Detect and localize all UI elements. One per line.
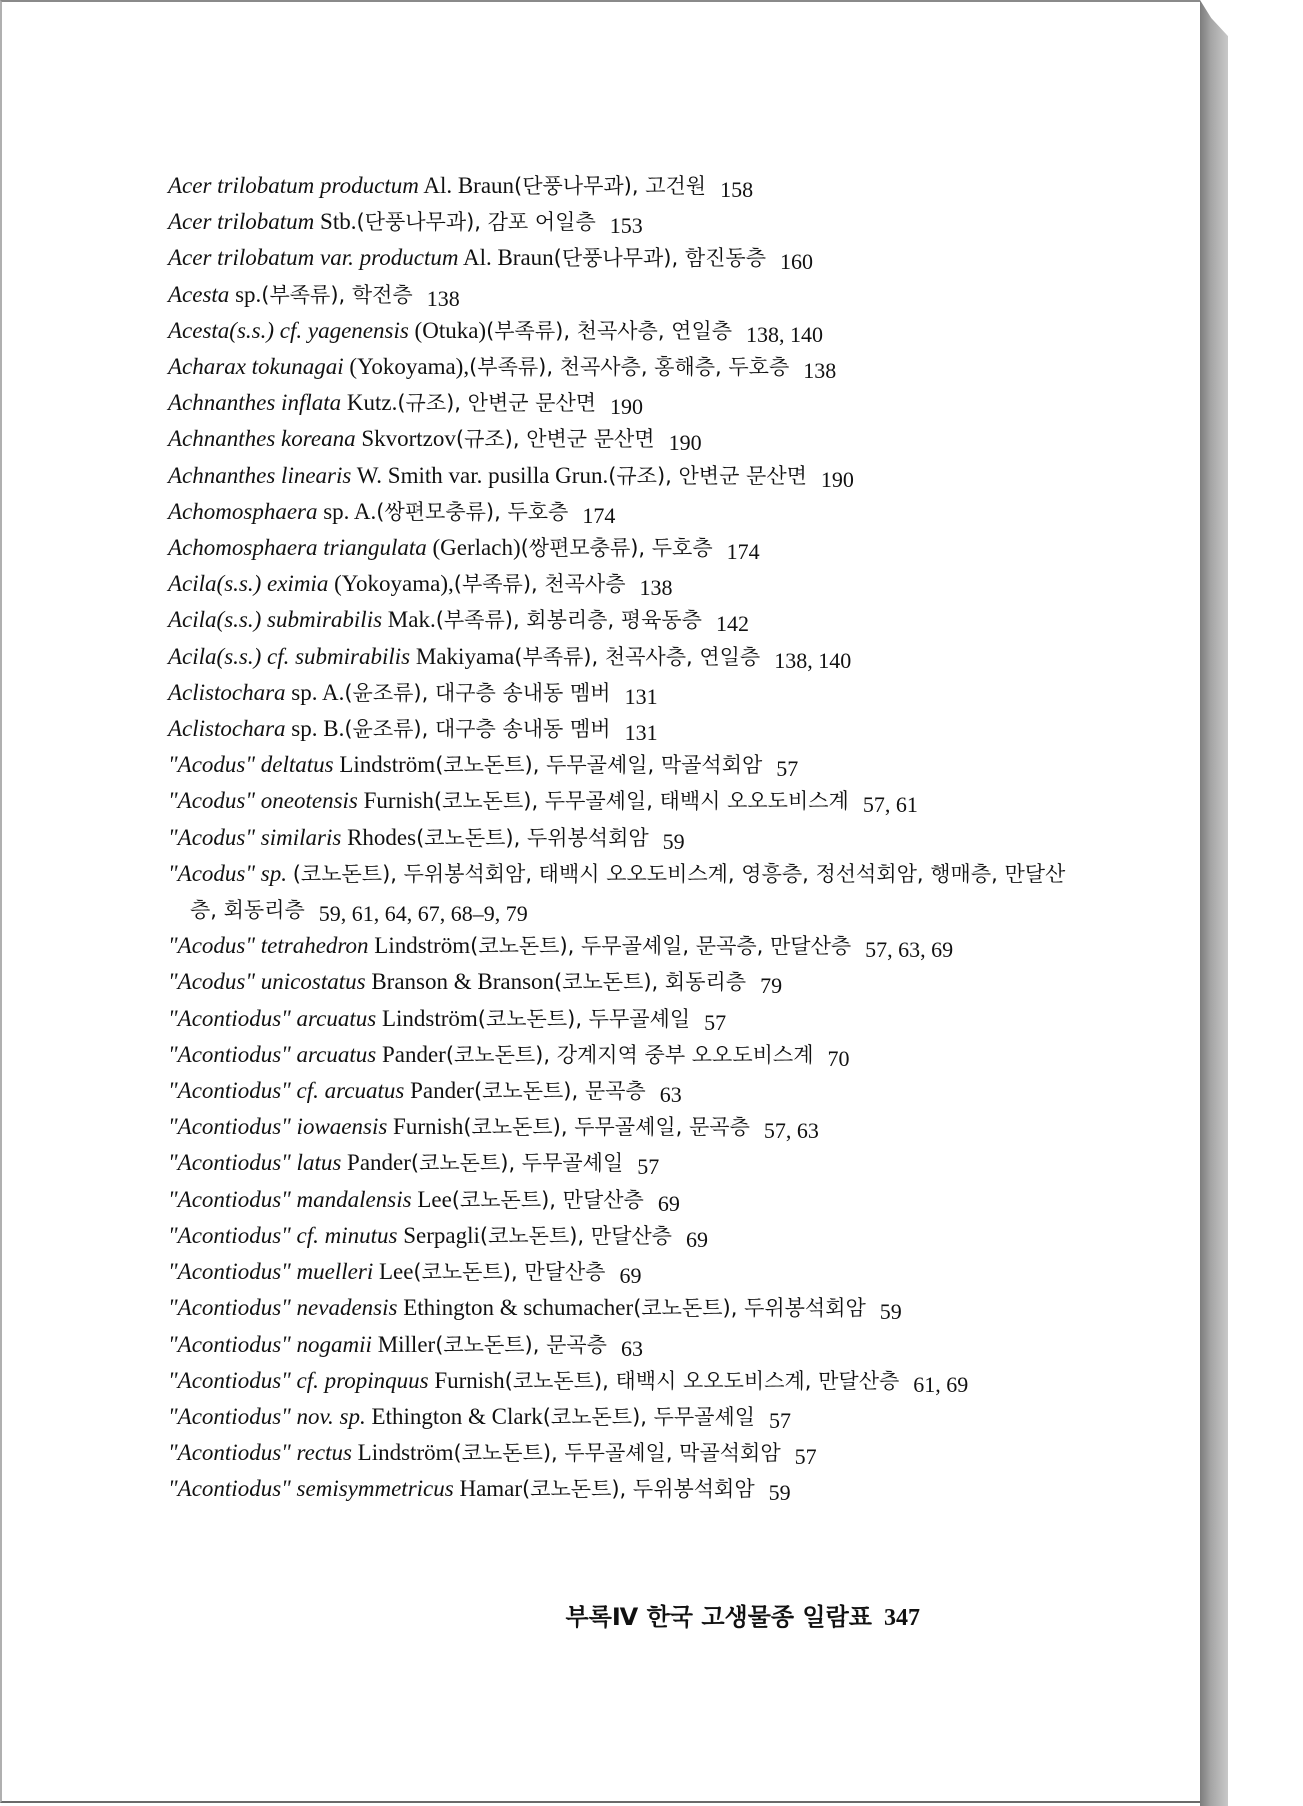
locality-text: (코노돈트), 강계지역 중부 오오도비스계 [445,1042,814,1067]
locality-text: (코노돈트), 두위봉석회암, 태백시 오오도비스계, 영흥층, 정선석회암, 행매층, 만달산층, 회동리층 [190,861,1066,923]
species-name: "Acodus" oneotensis [168,788,358,814]
locality-text: (부족류), 천곡사층, 홍해층, 두호층 [469,355,790,380]
page-number: 347 [884,1605,920,1631]
species-author: Lindström [357,1440,454,1466]
page-refs: 158 [720,177,754,202]
page-refs: 59 [662,828,685,854]
locality-text: (쌍편모충류), 두호층 [520,536,713,561]
page-refs: 153 [609,213,643,239]
species-name: Aclistochara [168,679,286,705]
locality-text: (코노돈트), 두무골셰일 [477,1006,691,1031]
species-name: "Acodus" unicostatus [168,969,366,995]
page-refs: 57 [704,1009,727,1035]
locality-text: (코노돈트), 만달산층 [451,1187,644,1212]
index-entry [168,1399,1068,1435]
page-refs: 61, 69 [913,1371,969,1397]
species-name: "Acontiodus" iowaensis [168,1114,388,1140]
species-author: Ethington & schumacher [403,1295,634,1321]
locality-text: (윤조류), 대구층 송내동 멤버 [344,717,611,742]
index-entry [168,385,1068,421]
species-name: Acila(s.s.) eximia [168,571,329,597]
species-name: "Acontiodus" arcuatus [168,1041,377,1067]
page-refs: 131 [624,720,658,746]
species-author: Branson & Branson [371,969,555,995]
page-refs: 59 [768,1480,791,1506]
species-name: Acila(s.s.) submirabilis [168,607,383,633]
species-author: Serpagli [403,1222,480,1248]
locality-text: (코노돈트), 두무골셰일, 막골석회암 [435,753,763,778]
page-refs: 190 [820,466,854,492]
page-refs: 69 [685,1226,708,1252]
locality-text: (코노돈트), 두무골셰일, 문곡층, 만달산층 [470,934,852,959]
species-name: Achomosphaera triangulata [168,535,427,561]
index-list [168,168,1068,1508]
locality-text: (쌍편모충류), 두호층 [376,499,569,524]
species-author: (Yokoyama), [334,571,454,597]
index-entry [168,1218,1068,1254]
species-name: "Acodus" tetrahedron [168,933,369,959]
index-entry [168,1037,1068,1073]
index-entry [168,1073,1068,1109]
page-refs: 57 [637,1154,660,1180]
index-entry [168,1290,1068,1326]
index-entry [168,783,1068,819]
species-name: Aclistochara [168,716,286,742]
species-name: "Acontiodus" latus [168,1150,342,1176]
species-author: Al. Braun [462,245,554,271]
locality-text: (코노돈트), 만달산층 [479,1223,672,1248]
species-author: Stb. [320,209,357,235]
index-entry [168,1435,1068,1471]
species-name: "Acontiodus" arcuatus [168,1005,377,1031]
species-author: Pander [410,1078,474,1104]
locality-text: (윤조류), 대구층 송내동 멤버 [344,680,611,705]
index-entry [168,1363,1068,1399]
species-name: Acharax tokunagai [168,354,344,380]
species-name: Achnanthes koreana [168,426,356,452]
page-refs: 59 [879,1299,902,1325]
species-author: Lindström [339,752,436,778]
page-refs: 59, 61, 64, 67, 68–9, 79 [318,901,528,927]
species-name: "Acodus" deltatus [168,752,334,778]
page-refs: 69 [657,1190,680,1216]
species-name: "Acodus" similaris [168,824,342,850]
species-author: Furnish [434,1367,505,1393]
species-name: "Acontiodus" cf. arcuatus [168,1078,405,1104]
index-entry [168,639,1068,675]
page-refs: 63 [659,1082,682,1108]
page-refs: 174 [582,502,616,528]
species-name: "Acontiodus" mandalensis [168,1186,412,1212]
species-name: Achomosphaera [168,498,318,524]
page-refs: 57 [794,1444,817,1470]
locality-text: (부족류), 천곡사층 [453,572,626,597]
species-author: Lindström [374,933,471,959]
index-entry [168,1327,1068,1363]
index-entry [168,494,1068,530]
species-author: Ethington & Clark [371,1403,543,1429]
species-author: Makiyama [415,643,515,669]
species-author: Lee [378,1259,414,1285]
index-entry [168,1471,1068,1507]
page-refs: 174 [726,539,760,565]
index-entry [168,856,1068,928]
locality-text: (코노돈트), 두무골셰일 [410,1151,624,1176]
index-entry [168,168,1068,204]
species-author: sp. A. [323,498,377,524]
species-name: Acesta(s.s.) cf. yagenensis [168,317,409,343]
page-refs: 142 [715,611,749,637]
index-entry [168,421,1068,457]
species-name: "Acontiodus" nevadensis [168,1295,398,1321]
species-author: Pander [347,1150,411,1176]
index-entry [168,204,1068,240]
species-author: Pander [381,1041,446,1067]
species-name: "Acontiodus" nov. sp. [168,1403,366,1429]
page-refs: 57, 61 [862,792,918,818]
index-entry [168,928,1068,964]
page-refs: 70 [827,1045,850,1071]
species-author: Skvortzov [361,426,456,452]
species-name: Achnanthes linearis [168,462,352,488]
index-entry [168,1145,1068,1181]
locality-text: (코노돈트), 문곡층 [473,1079,646,1104]
page-refs: 57 [769,1407,792,1433]
page-refs: 138, 140 [774,647,852,673]
page-refs: 57, 63, 69 [865,937,954,963]
locality-text: (단풍나무과), 고건원 [514,174,707,198]
page-footer [566,1597,920,1632]
locality-text: (부족류), 학전층 [261,282,413,307]
species-name: "Acontiodus" cf. propinquus [168,1367,429,1393]
index-entry [168,530,1068,566]
page-refs: 138 [639,575,673,601]
locality-text: (단풍나무과), 감포 어일층 [356,210,596,235]
page-refs: 190 [668,430,702,456]
locality-text: (코노돈트), 두무골셰일, 태백시 오오도비스계 [433,789,849,814]
locality-text: (코노돈트), 두위봉석회암 [416,825,649,850]
species-name: "Acontiodus" rectus [168,1440,352,1466]
species-name: "Acontiodus" cf. minutus [168,1222,398,1248]
page-refs: 131 [624,683,658,709]
species-name: Acila(s.s.) cf. submirabilis [168,643,411,669]
locality-text: (코노돈트), 두위봉석회암 [633,1296,866,1321]
page-refs: 63 [620,1335,643,1361]
page-refs: 79 [760,973,783,999]
page-refs: 190 [610,394,644,420]
page-refs: 57, 63 [763,1118,819,1144]
page-refs: 138 [803,358,837,384]
page-refs: 160 [779,249,813,275]
species-author: Hamar [459,1476,523,1502]
locality-text: (코노돈트), 문곡층 [435,1332,607,1357]
page-refs: 138, 140 [746,321,824,347]
index-entry [168,313,1068,349]
locality-text: (코노돈트), 만달산층 [413,1260,606,1285]
index-entry [168,602,1068,638]
species-name: "Acontiodus" nogamii [168,1331,372,1357]
index-entry [168,1109,1068,1145]
species-author: Kutz. [346,390,398,416]
species-author: Miller [377,1331,436,1357]
index-entry [168,566,1068,602]
species-name: Acer trilobatum var. productum [168,245,459,271]
index-entry [168,1001,1068,1037]
species-author: Mak. [387,607,436,633]
index-entry [168,1254,1068,1290]
locality-text: (부족류), 천곡사층, 연일층 [486,318,733,343]
index-entry [168,1182,1068,1218]
species-author: sp. A. [291,679,345,705]
species-author: Lindström [381,1005,478,1031]
species-name: "Acontiodus" muelleri [168,1259,374,1285]
species-name: Acer trilobatum productum [168,173,419,198]
page-refs: 138 [426,285,460,311]
locality-text: (규조), 안변군 문산면 [397,391,597,416]
species-author: Al. Braun [423,173,515,198]
index-entry [168,675,1068,711]
locality-text: (부족류), 천곡사층, 연일층 [514,644,761,669]
page-refs: 57 [776,756,799,782]
index-entry [168,349,1068,385]
locality-text: (단풍나무과), 함진동층 [553,246,766,271]
species-author: (Otuka) [414,317,487,343]
species-name: Achnanthes inflata [168,390,342,416]
index-entry [168,711,1068,747]
page-refs: 69 [619,1263,642,1289]
index-entry [168,458,1068,494]
index-entry [168,820,1068,856]
locality-text: (코노돈트), 두무골셰일, 막골석회암 [453,1441,781,1466]
species-author: Lee [417,1186,452,1212]
species-author: Furnish [363,788,434,814]
species-author: W. Smith var. pusilla Grun. [356,462,609,488]
species-author: (Gerlach) [432,535,521,561]
species-author: sp. [235,281,262,307]
species-name: Acer trilobatum [168,209,315,235]
locality-text: (코노돈트), 태백시 오오도비스계, 만달산층 [504,1368,900,1393]
species-author: (Yokoyama), [349,354,470,380]
locality-text: (코노돈트), 두무골셰일, 문곡층 [463,1115,750,1140]
index-entry [168,277,1068,313]
locality-text: (부족류), 회봉리층, 평육동층 [435,608,702,633]
index-entry [168,747,1068,783]
species-author: Rhodes [347,824,417,850]
locality-text: (규조), 안변군 문산면 [455,427,655,452]
species-name: "Acodus" sp. [168,860,287,886]
locality-text: (코노돈트), 두무골셰일 [542,1404,756,1429]
footer-title: 부록Ⅳ 한국 고생물종 일람표 [565,1603,872,1631]
index-entry [168,240,1068,276]
species-name: "Acontiodus" semisymmetricus [168,1476,454,1502]
species-author: Furnish [393,1114,464,1140]
locality-text: (코노돈트), 두위봉석회암 [522,1477,755,1502]
page-edge-shadow [1200,0,1228,1806]
locality-text: (코노돈트), 회동리층 [554,970,747,995]
index-entry [168,964,1068,1000]
species-name: Acesta [168,281,230,307]
species-author: sp. B. [291,716,345,742]
locality-text: (규조), 안변군 문산면 [608,463,807,488]
